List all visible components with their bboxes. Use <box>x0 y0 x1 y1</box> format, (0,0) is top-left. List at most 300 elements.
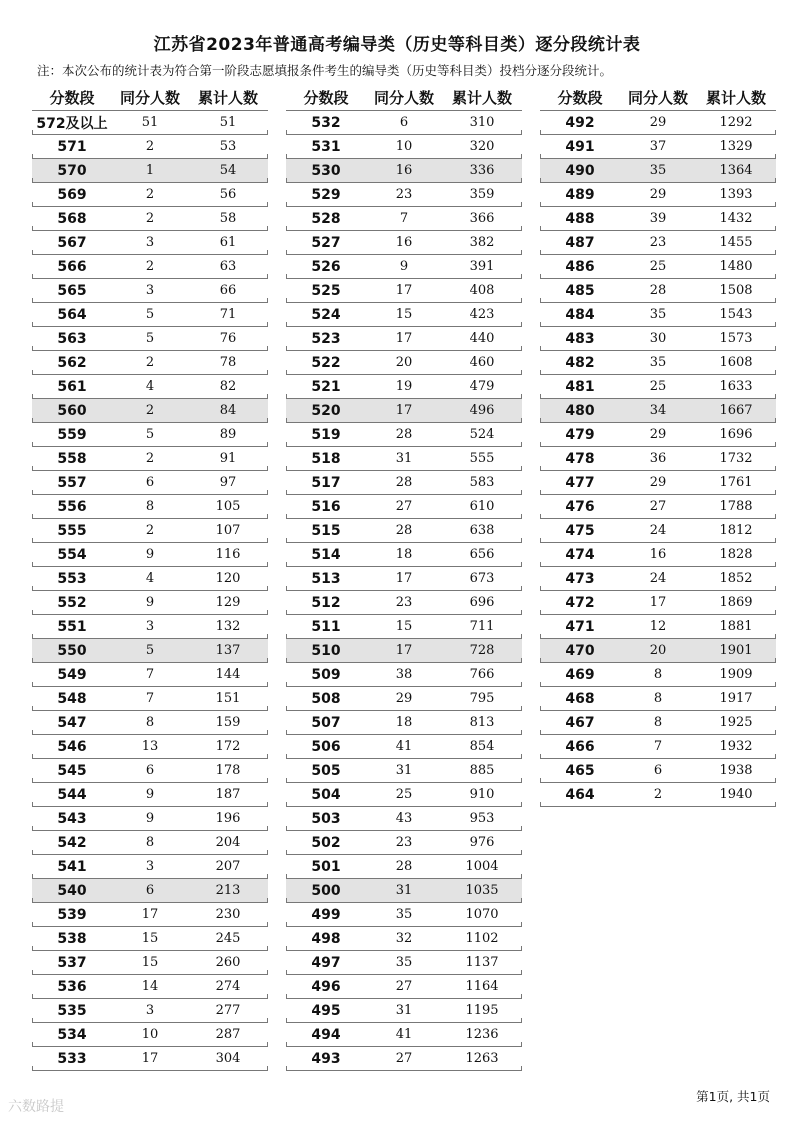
cell-score: 555 <box>57 522 87 539</box>
cell-cumulative: 107 <box>215 523 241 538</box>
table-body <box>286 111 522 1071</box>
table-row <box>32 207 268 231</box>
cell-cumulative: 66 <box>219 283 237 298</box>
cell-score: 567 <box>57 234 87 251</box>
cell-score: 498 <box>311 930 341 947</box>
cell-cumulative: 178 <box>215 763 241 778</box>
cell-score: 472 <box>565 594 595 611</box>
table-row <box>32 1023 268 1047</box>
cell-same-count: 41 <box>395 739 413 754</box>
cell-same-count: 24 <box>649 571 667 586</box>
cell-score: 468 <box>565 690 595 707</box>
cell-score: 478 <box>565 450 595 467</box>
table-row <box>32 855 268 879</box>
cell-score: 535 <box>57 1002 87 1019</box>
cell-score: 520 <box>311 402 341 419</box>
cell-same-count: 8 <box>653 715 663 730</box>
table-row <box>540 207 776 231</box>
table-row <box>540 687 776 711</box>
cell-same-count: 43 <box>395 811 413 826</box>
cell-cumulative: 656 <box>469 547 495 562</box>
table-row <box>286 975 522 999</box>
cell-score: 504 <box>311 786 341 803</box>
cell-same-count: 15 <box>395 307 413 322</box>
table-row <box>286 399 522 423</box>
cell-cumulative: 359 <box>469 187 495 202</box>
cell-score: 565 <box>57 282 87 299</box>
cell-same-count: 35 <box>395 955 413 970</box>
cell-score: 540 <box>57 882 87 899</box>
table-row <box>286 687 522 711</box>
cell-score: 519 <box>311 426 341 443</box>
cell-score: 476 <box>565 498 595 515</box>
cell-same-count: 16 <box>395 163 413 178</box>
cell-same-count: 17 <box>395 283 413 298</box>
table-row <box>32 831 268 855</box>
cell-cumulative: 1508 <box>719 283 753 298</box>
table-row <box>286 567 522 591</box>
cell-score: 542 <box>57 834 87 851</box>
cell-cumulative: 320 <box>469 139 495 154</box>
cell-score: 531 <box>311 138 341 155</box>
cell-score: 570 <box>57 162 87 179</box>
cell-cumulative: 524 <box>469 427 495 442</box>
cell-score: 503 <box>311 810 341 827</box>
cell-cumulative: 479 <box>469 379 495 394</box>
cell-score: 491 <box>565 138 595 155</box>
table-row <box>32 591 268 615</box>
table-row <box>286 423 522 447</box>
cell-same-count: 23 <box>649 235 667 250</box>
cell-score: 505 <box>311 762 341 779</box>
cell-same-count: 9 <box>145 811 155 826</box>
cell-same-count: 10 <box>141 1027 159 1042</box>
table-row <box>32 375 268 399</box>
cell-score: 537 <box>57 954 87 971</box>
table-row <box>32 351 268 375</box>
cell-same-count: 2 <box>145 139 155 154</box>
cell-score: 566 <box>57 258 87 275</box>
cell-score: 545 <box>57 762 87 779</box>
cell-cumulative: 91 <box>219 451 237 466</box>
cell-cumulative: 976 <box>469 835 495 850</box>
cell-score: 538 <box>57 930 87 947</box>
table-row <box>286 207 522 231</box>
cell-cumulative: 310 <box>469 115 495 130</box>
table-row <box>286 735 522 759</box>
cell-score: 571 <box>57 138 87 155</box>
cell-cumulative: 391 <box>469 259 495 274</box>
cell-score: 524 <box>311 306 341 323</box>
cell-same-count: 29 <box>649 187 667 202</box>
cell-same-count: 36 <box>649 451 667 466</box>
cell-same-count: 23 <box>395 187 413 202</box>
table-row <box>286 231 522 255</box>
cell-same-count: 27 <box>395 1051 413 1066</box>
cell-same-count: 28 <box>395 427 413 442</box>
cell-score: 465 <box>565 762 595 779</box>
cell-score: 509 <box>311 666 341 683</box>
cell-score: 488 <box>565 210 595 227</box>
table-row <box>286 159 522 183</box>
table-row <box>32 159 268 183</box>
cell-same-count: 8 <box>653 667 663 682</box>
cell-same-count: 31 <box>395 451 413 466</box>
cell-cumulative: 1917 <box>719 691 753 706</box>
cell-same-count: 41 <box>395 1027 413 1042</box>
table-row <box>540 519 776 543</box>
page-footer: 第1页, 共1页 <box>696 1089 770 1104</box>
table-row <box>286 1023 522 1047</box>
table-row <box>540 663 776 687</box>
header-score: 分数段 <box>49 88 95 107</box>
cell-same-count: 17 <box>141 907 159 922</box>
table-row <box>540 111 776 135</box>
cell-cumulative: 1573 <box>719 331 753 346</box>
cell-cumulative: 885 <box>469 763 495 778</box>
table-row <box>286 783 522 807</box>
cell-same-count: 2 <box>145 259 155 274</box>
table-row <box>540 735 776 759</box>
cell-score: 527 <box>311 234 341 251</box>
cell-score: 473 <box>565 570 595 587</box>
cell-same-count: 2 <box>653 787 663 802</box>
cell-score: 469 <box>565 666 595 683</box>
cell-score: 546 <box>57 738 87 755</box>
cell-cumulative: 1812 <box>719 523 753 538</box>
table-row <box>32 975 268 999</box>
table-row <box>540 255 776 279</box>
cell-same-count: 17 <box>395 643 413 658</box>
cell-score: 464 <box>565 786 595 803</box>
table-row <box>286 903 522 927</box>
table-row <box>286 591 522 615</box>
table-row <box>286 879 522 903</box>
cell-score: 479 <box>565 426 595 443</box>
cell-cumulative: 366 <box>469 211 495 226</box>
table-row <box>286 543 522 567</box>
cell-score: 553 <box>57 570 87 587</box>
cell-same-count: 9 <box>399 259 409 274</box>
table-row <box>540 303 776 327</box>
cell-cumulative: 766 <box>469 667 495 682</box>
cell-score: 528 <box>311 210 341 227</box>
cell-cumulative: 1455 <box>719 235 753 250</box>
cell-cumulative: 63 <box>219 259 237 274</box>
cell-cumulative: 1732 <box>719 451 753 466</box>
table-row <box>32 519 268 543</box>
table-row <box>540 351 776 375</box>
cell-score: 495 <box>311 1002 341 1019</box>
cell-same-count: 4 <box>145 379 155 394</box>
cell-cumulative: 1364 <box>719 163 753 178</box>
cell-score: 466 <box>565 738 595 755</box>
cell-same-count: 17 <box>395 331 413 346</box>
cell-score: 477 <box>565 474 595 491</box>
cell-cumulative: 159 <box>215 715 241 730</box>
table-row <box>32 903 268 927</box>
cell-score: 560 <box>57 402 87 419</box>
watermark: 六数路提 <box>8 1099 64 1115</box>
table-row <box>540 375 776 399</box>
cell-same-count: 28 <box>395 523 413 538</box>
table-row <box>286 327 522 351</box>
cell-same-count: 38 <box>395 667 413 682</box>
table-row <box>32 471 268 495</box>
cell-cumulative: 813 <box>469 715 495 730</box>
cell-same-count: 23 <box>395 835 413 850</box>
table-row <box>32 615 268 639</box>
cell-score: 550 <box>57 642 87 659</box>
table-row <box>286 255 522 279</box>
cell-cumulative: 61 <box>219 235 237 250</box>
cell-score: 569 <box>57 186 87 203</box>
table-row <box>540 231 776 255</box>
cell-same-count: 8 <box>653 691 663 706</box>
cell-score: 561 <box>57 378 87 395</box>
table-row <box>32 279 268 303</box>
cell-same-count: 3 <box>145 235 155 250</box>
cell-score: 525 <box>311 282 341 299</box>
cell-cumulative: 71 <box>219 307 237 322</box>
cell-cumulative: 953 <box>469 811 495 826</box>
cell-cumulative: 1035 <box>465 883 499 898</box>
cell-score: 529 <box>311 186 341 203</box>
cell-same-count: 18 <box>395 547 413 562</box>
table-row <box>32 663 268 687</box>
table-row <box>32 1047 268 1071</box>
cell-score: 530 <box>311 162 341 179</box>
cell-same-count: 28 <box>395 859 413 874</box>
cell-score: 494 <box>311 1026 341 1043</box>
cell-same-count: 35 <box>395 907 413 922</box>
table-row <box>540 567 776 591</box>
cell-score: 551 <box>57 618 87 635</box>
cell-same-count: 5 <box>145 331 155 346</box>
cell-score: 515 <box>311 522 341 539</box>
cell-cumulative: 1940 <box>719 787 753 802</box>
cell-cumulative: 423 <box>469 307 495 322</box>
cell-same-count: 28 <box>649 283 667 298</box>
cell-cumulative: 711 <box>469 619 495 634</box>
cell-cumulative: 105 <box>215 499 241 514</box>
cell-score: 541 <box>57 858 87 875</box>
table-column-2 <box>286 84 522 1071</box>
table-header <box>540 84 776 111</box>
cell-score: 484 <box>565 306 595 323</box>
cell-cumulative: 245 <box>215 931 241 946</box>
cell-same-count: 16 <box>649 547 667 562</box>
header-score: 分数段 <box>557 88 603 107</box>
cell-score: 526 <box>311 258 341 275</box>
cell-cumulative: 1102 <box>465 931 499 946</box>
cell-same-count: 39 <box>649 211 667 226</box>
table-row <box>286 639 522 663</box>
cell-score: 534 <box>57 1026 87 1043</box>
table-column-1 <box>32 84 268 1071</box>
cell-same-count: 8 <box>145 499 155 514</box>
cell-score: 564 <box>57 306 87 323</box>
table-row <box>32 951 268 975</box>
cell-same-count: 3 <box>145 1003 155 1018</box>
cell-same-count: 2 <box>145 187 155 202</box>
cell-score: 485 <box>565 282 595 299</box>
cell-score: 558 <box>57 450 87 467</box>
cell-score: 511 <box>311 618 341 635</box>
cell-score: 507 <box>311 714 341 731</box>
cell-same-count: 25 <box>395 787 413 802</box>
cell-cumulative: 1938 <box>719 763 753 778</box>
cell-same-count: 8 <box>145 835 155 850</box>
cell-score: 568 <box>57 210 87 227</box>
cell-same-count: 37 <box>649 139 667 154</box>
cell-same-count: 6 <box>145 763 155 778</box>
cell-cumulative: 1901 <box>719 643 753 658</box>
cell-same-count: 30 <box>649 331 667 346</box>
cell-score: 510 <box>311 642 341 659</box>
cell-cumulative: 144 <box>215 667 241 682</box>
cell-cumulative: 120 <box>215 571 241 586</box>
cell-cumulative: 58 <box>219 211 237 226</box>
cell-same-count: 29 <box>649 475 667 490</box>
table-row <box>32 135 268 159</box>
cell-cumulative: 78 <box>219 355 237 370</box>
cell-score: 496 <box>311 978 341 995</box>
cell-cumulative: 84 <box>219 403 237 418</box>
cell-same-count: 6 <box>399 115 409 130</box>
table-row <box>540 471 776 495</box>
cell-same-count: 31 <box>395 1003 413 1018</box>
cell-same-count: 5 <box>145 307 155 322</box>
header-same-count: 同分人数 <box>373 88 434 107</box>
cell-cumulative: 304 <box>215 1051 241 1066</box>
table-column-3 <box>540 84 776 807</box>
cell-cumulative: 230 <box>215 907 241 922</box>
cell-same-count: 15 <box>395 619 413 634</box>
cell-cumulative: 277 <box>215 1003 241 1018</box>
table-row <box>540 615 776 639</box>
table-row <box>32 999 268 1023</box>
cell-cumulative: 1480 <box>719 259 753 274</box>
table-row <box>32 687 268 711</box>
cell-same-count: 9 <box>145 595 155 610</box>
table-row <box>286 111 522 135</box>
cell-cumulative: 1828 <box>719 547 753 562</box>
cell-cumulative: 382 <box>469 235 495 250</box>
cell-cumulative: 728 <box>469 643 495 658</box>
cell-same-count: 29 <box>649 115 667 130</box>
cell-cumulative: 1292 <box>719 115 753 130</box>
cell-same-count: 4 <box>145 571 155 586</box>
cell-same-count: 32 <box>395 931 413 946</box>
cell-same-count: 17 <box>395 571 413 586</box>
cell-cumulative: 610 <box>469 499 495 514</box>
cell-same-count: 7 <box>145 667 155 682</box>
table-row <box>32 543 268 567</box>
table-row <box>286 999 522 1023</box>
table-row <box>32 735 268 759</box>
cell-score: 506 <box>311 738 341 755</box>
table-row <box>540 423 776 447</box>
table-row <box>540 327 776 351</box>
cell-same-count: 51 <box>141 115 159 130</box>
cell-cumulative: 1070 <box>465 907 499 922</box>
cell-cumulative: 795 <box>469 691 495 706</box>
cell-score: 482 <box>565 354 595 371</box>
cell-same-count: 17 <box>395 403 413 418</box>
cell-score: 467 <box>565 714 595 731</box>
table-row <box>540 159 776 183</box>
table-row <box>32 303 268 327</box>
table-row <box>32 807 268 831</box>
cell-score: 543 <box>57 810 87 827</box>
cell-score: 481 <box>565 378 595 395</box>
cell-same-count: 35 <box>649 355 667 370</box>
table-row <box>286 351 522 375</box>
table-row <box>32 111 268 135</box>
cell-cumulative: 673 <box>469 571 495 586</box>
cell-cumulative: 116 <box>215 547 241 562</box>
cell-cumulative: 696 <box>469 595 495 610</box>
cell-cumulative: 1909 <box>719 667 753 682</box>
table-row <box>32 783 268 807</box>
cell-cumulative: 1788 <box>719 499 753 514</box>
cell-score: 501 <box>311 858 341 875</box>
cell-cumulative: 82 <box>219 379 237 394</box>
cell-score: 499 <box>311 906 341 923</box>
table-row <box>32 183 268 207</box>
cell-cumulative: 408 <box>469 283 495 298</box>
cell-same-count: 1 <box>145 163 155 178</box>
cell-score: 500 <box>311 882 341 899</box>
cell-score: 489 <box>565 186 595 203</box>
cell-same-count: 27 <box>649 499 667 514</box>
cell-cumulative: 1195 <box>465 1003 499 1018</box>
table-row <box>32 759 268 783</box>
cell-cumulative: 496 <box>469 403 495 418</box>
cell-same-count: 23 <box>395 595 413 610</box>
table-row <box>286 711 522 735</box>
table-body <box>540 111 776 807</box>
table-note: 注：本次公布的统计表为符合第一阶段志愿填报条件考生的编导类（历史等科目类）投档分逐分段统计。 <box>37 63 613 78</box>
cell-score: 552 <box>57 594 87 611</box>
cell-cumulative: 555 <box>469 451 495 466</box>
cell-same-count: 13 <box>141 739 159 754</box>
cell-score: 532 <box>311 114 341 131</box>
cell-cumulative: 910 <box>469 787 495 802</box>
cell-score: 556 <box>57 498 87 515</box>
cell-same-count: 2 <box>145 211 155 226</box>
cell-same-count: 20 <box>649 643 667 658</box>
cell-cumulative: 638 <box>469 523 495 538</box>
cell-same-count: 2 <box>145 451 155 466</box>
cell-cumulative: 1667 <box>719 403 753 418</box>
cell-cumulative: 196 <box>215 811 241 826</box>
header-cumulative: 累计人数 <box>705 88 766 107</box>
cell-score: 549 <box>57 666 87 683</box>
cell-same-count: 15 <box>141 955 159 970</box>
cell-score: 544 <box>57 786 87 803</box>
cell-same-count: 25 <box>649 259 667 274</box>
table-row <box>286 951 522 975</box>
cell-cumulative: 132 <box>215 619 241 634</box>
cell-cumulative: 460 <box>469 355 495 370</box>
table-row <box>540 399 776 423</box>
cell-same-count: 16 <box>395 235 413 250</box>
cell-score: 563 <box>57 330 87 347</box>
table-row <box>286 759 522 783</box>
cell-same-count: 9 <box>145 547 155 562</box>
